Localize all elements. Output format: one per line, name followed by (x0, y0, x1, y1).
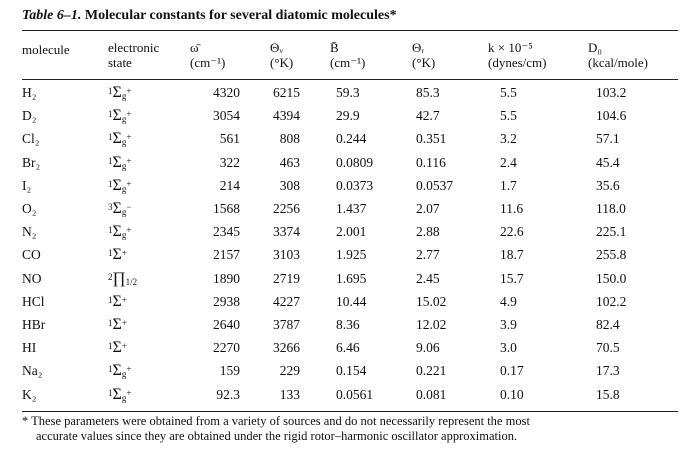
table-number: Table 6–1. (22, 8, 82, 23)
state-sup: 1 (108, 364, 113, 375)
cell-molecule: HI (22, 340, 37, 356)
cell-B: 1.695 (336, 270, 367, 286)
state-sup: 1 (108, 294, 113, 305)
cell-theta-v: 308 (279, 177, 300, 193)
cell-omega: 3054 (213, 108, 240, 124)
cell-omega: 2270 (213, 340, 240, 356)
cell-k: 4.9 (500, 293, 517, 309)
header-force-constant: k × 10⁻⁵ (dynes/cm) (488, 40, 547, 70)
cell-D0: 15.8 (596, 386, 620, 402)
cell-omega: 1890 (213, 270, 240, 286)
cell-B: 6.46 (336, 340, 360, 356)
state-sub: g (121, 207, 127, 217)
state-sym: Σ (112, 176, 122, 194)
state-sym: Σ (112, 362, 122, 380)
cell-k: 0.17 (500, 363, 524, 379)
state-sup: 1 (108, 225, 113, 236)
cell-k: 0.10 (500, 386, 524, 402)
cell-omega: 2345 (213, 224, 240, 240)
cell-B: 2.001 (336, 224, 367, 240)
cell-theta-v: 2719 (273, 270, 300, 286)
state-sym: Σ (112, 339, 122, 357)
state-sym: Σ (112, 246, 122, 264)
cell-D0: 103.2 (596, 85, 627, 100)
cell-molecule: O₂ (22, 201, 37, 216)
cell-theta-r: 42.7 (416, 108, 440, 124)
cell-theta-r: 9.06 (416, 340, 440, 356)
cell-k: 11.6 (500, 201, 524, 216)
state-charge: + (121, 248, 127, 259)
cell-theta-r: 0.116 (416, 154, 446, 170)
cell-D0: 255.8 (596, 247, 627, 263)
cell-k: 2.4 (500, 154, 517, 170)
state-sup: 2 (108, 271, 113, 282)
cell-B: 29.9 (336, 108, 360, 124)
header-rule (22, 79, 678, 80)
cell-molecule: D₂ (22, 108, 37, 124)
footnote-line-1: * These parameters were obtained from a variety of sources and do not necessarily represent the most (22, 414, 530, 428)
cell-electronic-state (108, 83, 131, 103)
cell-omega: 159 (219, 363, 240, 379)
state-sym: Σ (112, 153, 122, 171)
cell-molecule: HCl (22, 293, 45, 309)
state-sub: g (121, 392, 127, 403)
cell-molecule: N₂ (22, 224, 37, 240)
cell-theta-r: 2.88 (416, 224, 440, 240)
state-charge: + (121, 318, 127, 328)
cell-theta-r: 15.02 (416, 293, 447, 309)
cell-B: 0.0809 (336, 154, 374, 170)
state-charge: + (121, 341, 127, 352)
cell-molecule: H₂ (22, 85, 37, 100)
cell-omega: 4320 (213, 85, 240, 100)
cell-theta-v: 133 (279, 386, 300, 402)
header-theta-r: Θᵣ (°K) (412, 40, 436, 70)
state-sub: g (121, 137, 127, 148)
state-charge: + (126, 225, 132, 236)
state-sup: 1 (108, 341, 113, 352)
cell-D0: 104.6 (596, 108, 627, 124)
state-sup: 1 (108, 387, 113, 398)
cell-theta-r: 0.221 (416, 363, 447, 379)
state-sup: 1 (108, 109, 113, 120)
cell-theta-r: 85.3 (416, 85, 440, 100)
cell-omega: 1568 (213, 201, 240, 216)
cell-k: 3.2 (500, 131, 517, 147)
cell-molecule: K₂ (22, 386, 37, 402)
bottom-rule (22, 411, 678, 412)
cell-electronic-state (108, 222, 131, 242)
cell-omega: 561 (219, 131, 240, 147)
cell-B: 59.3 (336, 85, 360, 100)
cell-theta-v: 463 (279, 154, 300, 170)
header-molecule: molecule (22, 42, 70, 57)
state-sym: Σ (112, 130, 122, 148)
cell-theta-v: 3374 (273, 224, 300, 240)
cell-electronic-state (108, 129, 131, 149)
cell-electronic-state (108, 199, 131, 219)
cell-D0: 225.1 (596, 224, 627, 240)
cell-electronic-state (108, 292, 127, 312)
state-sup: 1 (108, 248, 113, 259)
cell-k: 1.7 (500, 177, 517, 193)
table-title: Molecular constants for several diatomic molecules* (84, 8, 397, 23)
cell-B: 1.925 (336, 247, 367, 263)
cell-D0: 45.4 (596, 154, 620, 170)
cell-electronic-state (108, 106, 131, 126)
state-sup: 1 (108, 86, 113, 96)
table-footnote (22, 414, 682, 444)
cell-k: 5.5 (500, 108, 517, 124)
cell-molecule: I₂ (22, 177, 32, 193)
cell-electronic-state (108, 245, 127, 265)
cell-k: 3.0 (500, 340, 517, 356)
cell-theta-r: 0.351 (416, 131, 447, 147)
state-sup: 1 (108, 318, 113, 328)
cell-molecule: Br₂ (22, 154, 41, 170)
state-sym: Σ (112, 316, 122, 333)
cell-electronic-state (108, 176, 131, 196)
state-sym: Σ (112, 200, 122, 217)
cell-theta-r: 0.081 (416, 386, 447, 402)
cell-k: 3.9 (500, 317, 517, 332)
cell-omega: 2157 (213, 247, 240, 263)
header-electronic-state: electronic state (108, 40, 160, 70)
cell-D0: 57.1 (596, 131, 620, 147)
state-sub: g (121, 160, 127, 171)
state-sym: Σ (112, 385, 122, 403)
cell-omega: 2938 (213, 293, 240, 309)
state-sub: g (121, 369, 127, 380)
cell-theta-v: 4394 (273, 108, 300, 124)
cell-electronic-state (108, 269, 137, 289)
cell-theta-r: 2.07 (416, 201, 440, 216)
cell-D0: 70.5 (596, 340, 620, 356)
cell-k: 18.7 (500, 247, 524, 263)
cell-D0: 150.0 (596, 270, 627, 286)
cell-theta-v: 2256 (273, 201, 300, 216)
cell-B: 1.437 (336, 201, 367, 216)
cell-theta-v: 3266 (273, 340, 300, 356)
cell-theta-v: 6215 (273, 85, 300, 100)
cell-D0: 118.0 (596, 201, 626, 216)
cell-D0: 17.3 (596, 363, 620, 379)
cell-theta-v: 3787 (273, 317, 300, 332)
header-omega: ω̄ (cm⁻¹) (190, 40, 226, 70)
cell-electronic-state (108, 338, 127, 358)
state-charge: + (126, 86, 132, 96)
state-sym: Σ (112, 107, 122, 125)
state-sup: 1 (108, 155, 113, 166)
cell-omega: 92.3 (216, 386, 240, 402)
state-sup: 1 (108, 178, 113, 189)
cell-k: 22.6 (500, 224, 524, 240)
cell-k: 15.7 (500, 270, 524, 286)
state-charge: + (121, 294, 127, 305)
cell-omega: 2640 (213, 317, 240, 332)
state-charge: + (126, 178, 132, 189)
cell-electronic-state (108, 153, 131, 173)
cell-omega: 322 (219, 154, 240, 170)
header-theta-v: Θᵥ (°K) (270, 40, 294, 70)
cell-molecule: Cl₂ (22, 131, 40, 147)
header-b: B̄ (cm⁻¹) (330, 40, 366, 70)
cell-B: 0.0561 (336, 386, 374, 402)
cell-molecule: Na₂ (22, 363, 43, 379)
cell-k: 5.5 (500, 85, 517, 100)
state-sym: Σ (112, 84, 122, 101)
cell-electronic-state (108, 315, 127, 335)
cell-electronic-state (108, 361, 131, 381)
cell-theta-v: 808 (279, 131, 300, 147)
state-charge: + (126, 132, 132, 143)
state-sup: 1 (108, 132, 113, 143)
state-sub: g (121, 114, 127, 125)
cell-D0: 35.6 (596, 177, 620, 193)
cell-B: 8.36 (336, 317, 360, 332)
header-d0: D₀ (kcal/mole) (588, 40, 648, 70)
cell-molecule: HBr (22, 317, 46, 332)
cell-molecule: NO (22, 270, 42, 286)
state-charge: + (126, 109, 132, 120)
state-charge: + (126, 387, 132, 398)
state-sub: g (121, 230, 127, 241)
state-sub: g (121, 91, 127, 101)
cell-B: 0.0373 (336, 177, 374, 193)
state-charge: + (126, 155, 132, 166)
cell-D0: 82.4 (596, 317, 620, 332)
cell-B: 0.244 (336, 131, 367, 147)
table-caption (22, 8, 397, 24)
state-charge: + (126, 364, 132, 375)
cell-theta-r: 2.77 (416, 247, 440, 263)
cell-molecule: CO (22, 247, 41, 263)
cell-theta-v: 229 (279, 363, 300, 379)
state-sym: Σ (112, 223, 122, 241)
state-sub: g (121, 183, 127, 194)
cell-theta-r: 12.02 (416, 317, 447, 332)
state-sup: 3 (108, 202, 113, 212)
cell-theta-v: 3103 (273, 247, 300, 263)
state-sub: 1/2 (125, 276, 138, 287)
state-charge: − (126, 202, 132, 212)
cell-theta-r: 2.45 (416, 270, 440, 286)
top-rule (22, 30, 678, 31)
cell-D0: 102.2 (596, 293, 627, 309)
state-sym: ∏ (112, 269, 126, 287)
state-sym: Σ (112, 292, 122, 310)
cell-B: 0.154 (336, 363, 367, 379)
cell-omega: 214 (219, 177, 240, 193)
cell-theta-r: 0.0537 (416, 177, 454, 193)
cell-B: 10.44 (336, 293, 367, 309)
cell-theta-v: 4227 (273, 293, 300, 309)
cell-electronic-state (108, 385, 131, 405)
footnote-line-2: accurate values since they are obtained under the rigid rotor–harmonic oscillator approximation. (36, 429, 518, 443)
